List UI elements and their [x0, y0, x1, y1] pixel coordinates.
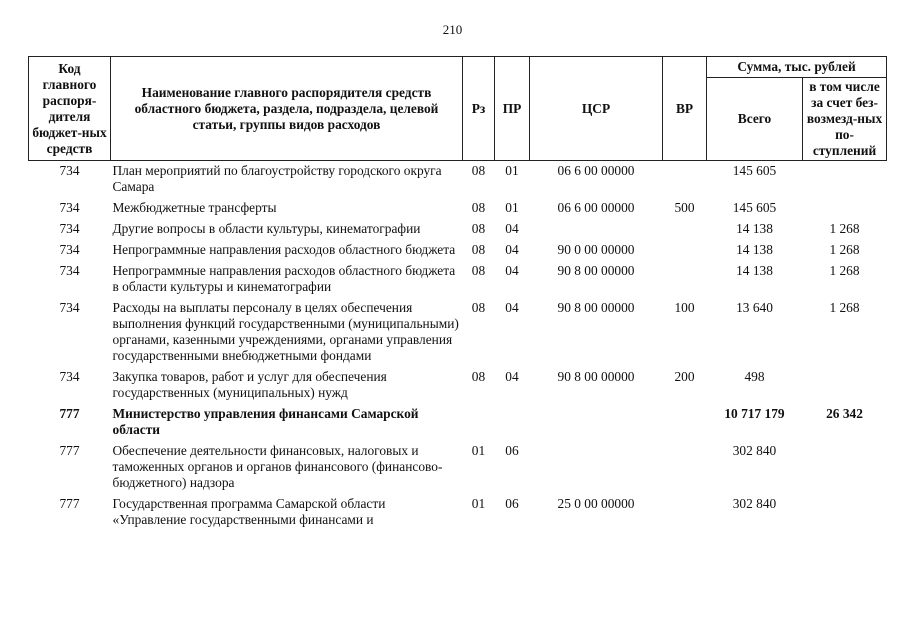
table-row	[29, 494, 887, 531]
table-row	[29, 261, 887, 298]
cell-total: 13 640	[736, 300, 773, 315]
cell-pr: 06	[505, 443, 519, 458]
table-row	[29, 298, 887, 367]
cell-total: 302 840	[732, 443, 777, 458]
cell-name: Министерство управления финансами Самарской области	[112, 406, 419, 437]
cell-code: 734	[59, 221, 80, 236]
cell-name: Непрограммные направления расходов областного бюджета в области культуры и кинематографии	[112, 263, 456, 294]
cell-code: 734	[59, 200, 80, 215]
header-total: Всего	[707, 78, 803, 161]
cell-gratuitous	[803, 494, 887, 531]
cell-gratuitous	[803, 161, 887, 199]
cell-total: 498	[744, 369, 765, 384]
cell-name: Обеспечение деятельности финансовых, налоговых и таможенных органов и органов финансового (финансово-бюджетного) надзора	[112, 443, 443, 490]
cell-rz: 08	[471, 221, 486, 236]
cell-code: 777	[59, 496, 80, 511]
table-row	[29, 404, 887, 441]
cell-pr	[495, 404, 530, 441]
cell-name: Закупка товаров, работ и услуг для обеспечения государственных (муниципальных) нужд	[112, 369, 387, 400]
cell-pr: 06	[505, 496, 519, 511]
cell-rz: 08	[471, 263, 486, 278]
cell-code: 734	[59, 163, 80, 178]
table-body	[29, 161, 887, 532]
cell-pr: 04	[505, 263, 519, 278]
cell-name: Государственная программа Самарской области «Управление государственными финансами и	[112, 496, 386, 527]
cell-code: 734	[59, 300, 80, 315]
cell-gratuitous	[803, 367, 887, 404]
cell-name: Другие вопросы в области культуры, кинематографии	[112, 221, 421, 236]
cell-pr: 04	[505, 369, 519, 384]
cell-rz: 08	[471, 163, 486, 178]
page-number: 210	[442, 22, 463, 37]
table-row	[29, 367, 887, 404]
header-gratuitous: в том числе за счет без-возмезд-ных по-ступлений	[803, 78, 887, 161]
cell-csr	[530, 219, 663, 240]
cell-vr: 200	[674, 369, 695, 384]
cell-name: Непрограммные направления расходов областного бюджета	[112, 242, 456, 257]
cell-total: 14 138	[736, 221, 773, 236]
cell-pr: 04	[505, 300, 519, 315]
cell-total: 145 605	[732, 163, 777, 178]
cell-rz: 08	[471, 300, 486, 315]
cell-pr: 04	[505, 242, 519, 257]
cell-csr: 06 6 00 00000	[557, 163, 635, 178]
cell-code: 734	[59, 263, 80, 278]
header-vr: ВР	[663, 57, 707, 161]
cell-vr	[663, 404, 707, 441]
cell-code: 777	[59, 406, 80, 421]
cell-total: 302 840	[732, 496, 777, 511]
cell-rz: 08	[471, 242, 486, 257]
cell-csr: 90 0 00 00000	[557, 242, 635, 257]
header-code: Код главного распоря-дителя бюджет-ных средств	[29, 57, 111, 161]
cell-vr	[663, 441, 707, 494]
cell-gratuitous: 26 342	[826, 406, 863, 421]
cell-gratuitous	[803, 198, 887, 219]
cell-csr: 90 8 00 00000	[557, 369, 635, 384]
cell-rz: 01	[471, 443, 486, 458]
cell-name: Межбюджетные трансферты	[112, 200, 277, 215]
cell-csr: 90 8 00 00000	[557, 263, 635, 278]
cell-csr	[530, 441, 663, 494]
cell-gratuitous: 1 268	[829, 300, 860, 315]
table-row	[29, 240, 887, 261]
cell-rz: 08	[471, 369, 486, 384]
cell-gratuitous: 1 268	[829, 221, 860, 236]
header-pr: ПР	[495, 57, 530, 161]
cell-rz: 01	[471, 496, 486, 511]
header-name: Наименование главного распорядителя средств областного бюджета, раздела, подраздела, целевой статьи, группы видов расходов	[111, 57, 463, 161]
cell-vr	[663, 261, 707, 298]
cell-gratuitous	[803, 441, 887, 494]
cell-vr: 500	[674, 200, 695, 215]
table-row	[29, 198, 887, 219]
table-row	[29, 441, 887, 494]
cell-pr: 01	[505, 200, 519, 215]
cell-vr	[663, 494, 707, 531]
cell-csr: 06 6 00 00000	[557, 200, 635, 215]
cell-gratuitous: 1 268	[829, 263, 860, 278]
cell-vr	[663, 161, 707, 199]
cell-csr: 25 0 00 00000	[557, 496, 635, 511]
cell-vr	[663, 219, 707, 240]
table-row	[29, 219, 887, 240]
cell-vr: 100	[674, 300, 695, 315]
cell-csr	[530, 404, 663, 441]
header-csr: ЦСР	[530, 57, 663, 161]
table-row	[29, 161, 887, 199]
cell-csr: 90 8 00 00000	[557, 300, 635, 315]
cell-code: 777	[59, 443, 80, 458]
cell-name: Расходы на выплаты персоналу в целях обеспечения выполнения функций государственными (муниципальными) органами, казенными учреждениями, органами управления государственными внебюджетными фондами	[112, 300, 459, 363]
cell-total: 10 717 179	[724, 406, 785, 421]
header-rz: Рз	[463, 57, 495, 161]
cell-pr: 01	[505, 163, 519, 178]
cell-rz	[463, 404, 495, 441]
table-header	[29, 57, 887, 161]
header-amount: Сумма, тыс. рублей	[707, 57, 887, 78]
cell-name: План мероприятий по благоустройству городского округа Самара	[112, 163, 442, 194]
cell-total: 145 605	[732, 200, 777, 215]
cell-rz: 08	[471, 200, 486, 215]
cell-total: 14 138	[736, 263, 773, 278]
cell-total: 14 138	[736, 242, 773, 257]
cell-code: 734	[59, 242, 80, 257]
budget-table	[28, 56, 887, 531]
cell-vr	[663, 240, 707, 261]
cell-gratuitous: 1 268	[829, 242, 860, 257]
cell-pr: 04	[505, 221, 519, 236]
cell-code: 734	[59, 369, 80, 384]
